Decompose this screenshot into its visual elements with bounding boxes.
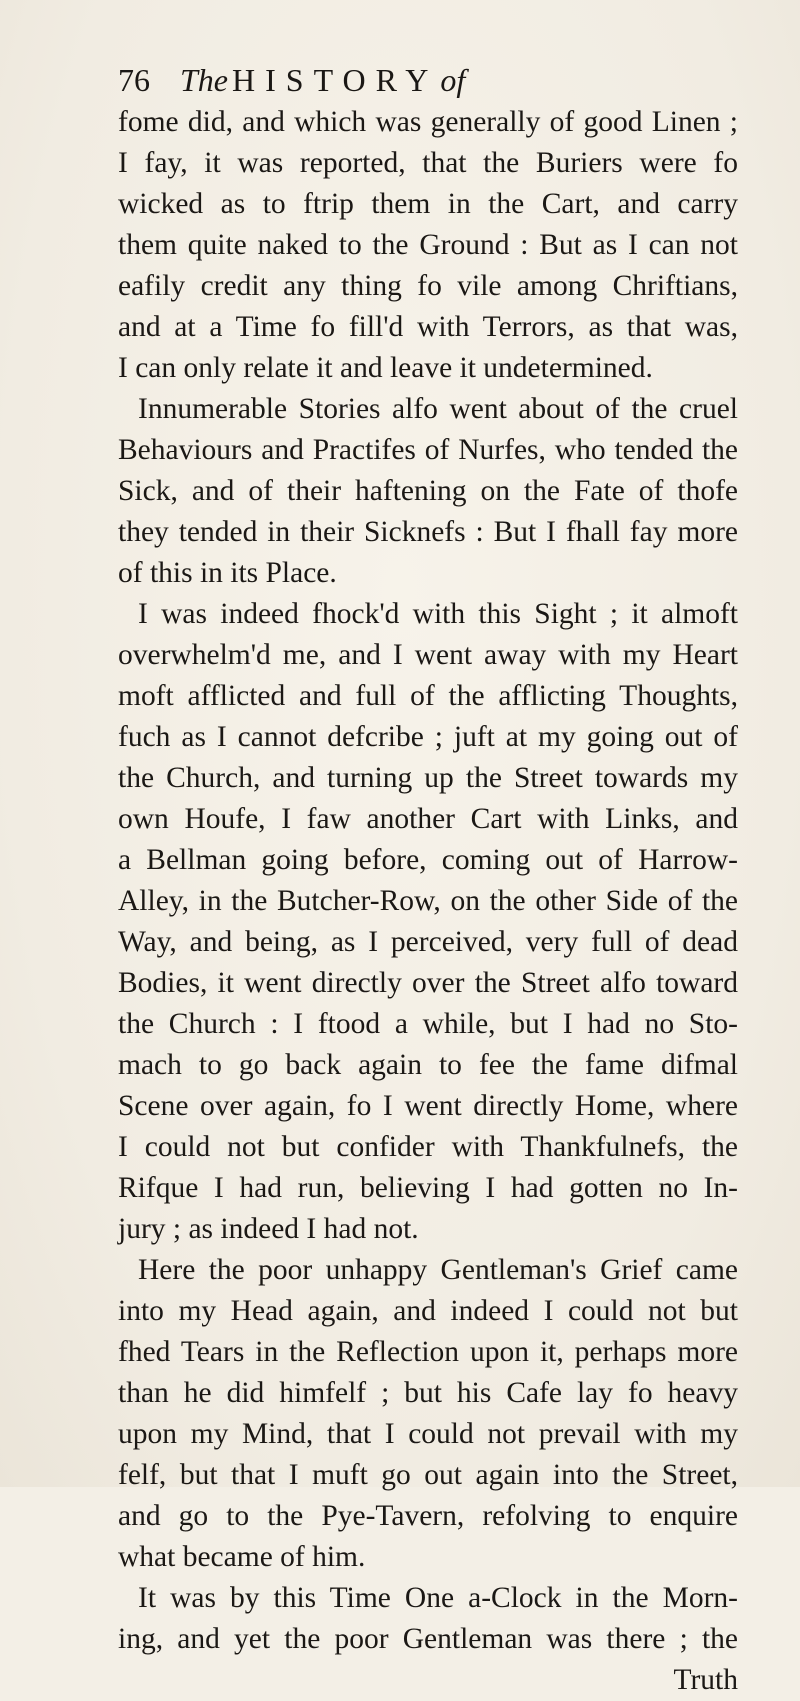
text-line: fome did, and which was generally of good Linen ;	[118, 106, 738, 138]
text-line: felf, but that I muft go out again into the Street,	[118, 1459, 738, 1491]
text-line: I was indeed fhock'd with this Sight ; it almoft	[138, 598, 738, 630]
text-line: eafily credit any thing fo vile among Chriftians,	[118, 270, 738, 302]
text-line: and at a Time fo fill'd with Terrors, as that was,	[118, 311, 738, 343]
text-line: Behaviours and Practifes of Nurfes, who tended the	[118, 434, 738, 466]
text-line: Alley, in the Butcher-Row, on the other Side of the	[118, 885, 738, 917]
text-line: they tended in their Sicknefs : But I fhall fay more	[118, 516, 738, 548]
text-line: Scene over again, fo I went directly Home, where	[118, 1090, 738, 1122]
text-line: a Bellman going before, coming out of Harrow-	[118, 844, 738, 876]
text-line: mach to go back again to fee the fame difmal	[118, 1049, 738, 1081]
text-line: It was by this Time One a-Clock in the Morn-	[138, 1582, 738, 1614]
text-line: I can only relate it and leave it undetermined.	[118, 352, 653, 384]
text-line: them quite naked to the Ground : But as I can not	[118, 229, 738, 261]
text-line: than he did himfelf ; but his Cafe lay fo heavy	[118, 1377, 738, 1409]
text-line: I could not but confider with Thankfulnefs, the	[118, 1131, 738, 1163]
text-line: Here the poor unhappy Gentleman's Grief came	[138, 1254, 738, 1286]
text-line: Way, and being, as I perceived, very full of dead	[118, 926, 738, 958]
text-line: and go to the Pye-Tavern, refolving to enquire	[118, 1500, 738, 1532]
text-line: moft afflicted and full of the afflicting Thoughts,	[118, 680, 738, 712]
text-line: ing, and yet the poor Gentleman was there ; the	[118, 1623, 738, 1655]
text-line: fhed Tears in the Reflection upon it, perhaps more	[118, 1336, 738, 1368]
text-line: Sick, and of their haftening on the Fate of thofe	[118, 475, 738, 507]
header-title-main: HISTORY	[232, 62, 439, 98]
text-line: wicked as to ftrip them in the Cart, and carry	[118, 188, 738, 220]
text-line: into my Head again, and indeed I could not but	[118, 1295, 738, 1327]
text-line: of this in its Place.	[118, 557, 337, 589]
catchword: Truth	[673, 1664, 738, 1696]
text-line: what became of him.	[118, 1541, 366, 1573]
running-header	[118, 58, 738, 102]
text-line: Rifque I had run, believing I had gotten no In-	[118, 1172, 738, 1204]
body-text	[118, 102, 738, 1701]
text-line: the Church : I ftood a while, but I had no Sto-	[118, 1008, 738, 1040]
text-line: upon my Mind, that I could not prevail with my	[118, 1418, 738, 1450]
text-line: jury ; as indeed I had not.	[118, 1213, 419, 1245]
text-line: fuch as I cannot defcribe ; juft at my going out of	[118, 721, 738, 753]
header-title-suffix: of	[440, 62, 466, 98]
text-line: I fay, it was reported, that the Buriers were fo	[118, 147, 738, 179]
text-line: own Houfe, I faw another Cart with Links, and	[118, 803, 738, 835]
text-line: overwhelm'd me, and I went away with my Heart	[118, 639, 738, 671]
header-title-prefix: The	[180, 62, 228, 98]
text-line: Innumerable Stories alfo went about of the cruel	[138, 393, 738, 425]
page-number: 76	[118, 62, 150, 98]
text-line: the Church, and turning up the Street towards my	[118, 762, 738, 794]
text-line: Bodies, it went directly over the Street alfo toward	[118, 967, 738, 999]
